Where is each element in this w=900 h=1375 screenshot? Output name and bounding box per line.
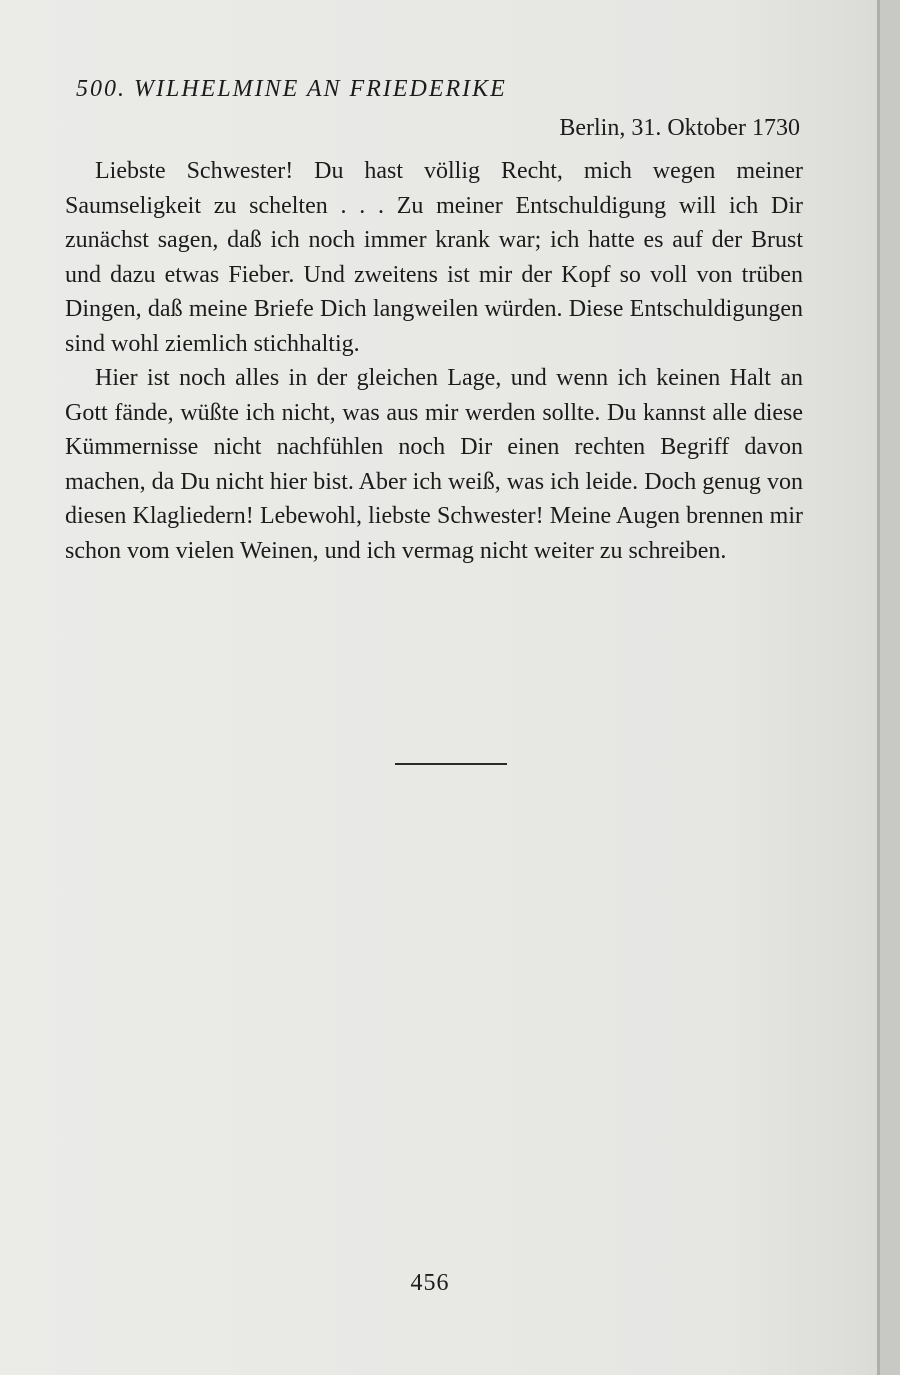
letter-paragraph: Liebste Schwester! Du hast völlig Recht, mich wegen meiner Saumseligkeit zu schelten . . . Zu meiner Entschuldigung will ich Dir zunächst sagen, daß ich noch immer krank war; ich hatte es auf der Brust und dazu etwas Fieber. Und zweitens ist mir der Kopf so voll von trüben Dingen, daß meine Briefe Dich langweilen würden. Diese Entschuldigungen sind wohl ziemlich stichhaltig.	[65, 158, 803, 357]
page-number: 456	[410, 1270, 450, 1296]
page-edge-line	[877, 0, 880, 1375]
section-divider	[395, 763, 507, 765]
letter-dateline: Berlin, 31. Oktober 1730	[559, 115, 800, 141]
letter-paragraph: Hier ist noch alles in der gleichen Lage, und wenn ich keinen Halt an Gott fände, wüßte ich nicht, was aus mir werden sollte. Du kannst alle diese Kümmernisse nicht nachfühlen noch Dir einen rechten Begriff davon machen, da Du nicht hier bist. Aber ich weiß, was ich leide. Doch genug von diesen Klagliedern! Lebewohl, liebste Schwester! Meine Augen brennen mir schon vom vielen Weinen, und ich vermag nicht weiter zu schreiben.	[65, 365, 803, 564]
letter-body	[65, 154, 803, 568]
letter-heading: 500. WILHELMINE AN FRIEDERIKE	[76, 76, 507, 102]
page-edge-shadow	[880, 0, 900, 1375]
